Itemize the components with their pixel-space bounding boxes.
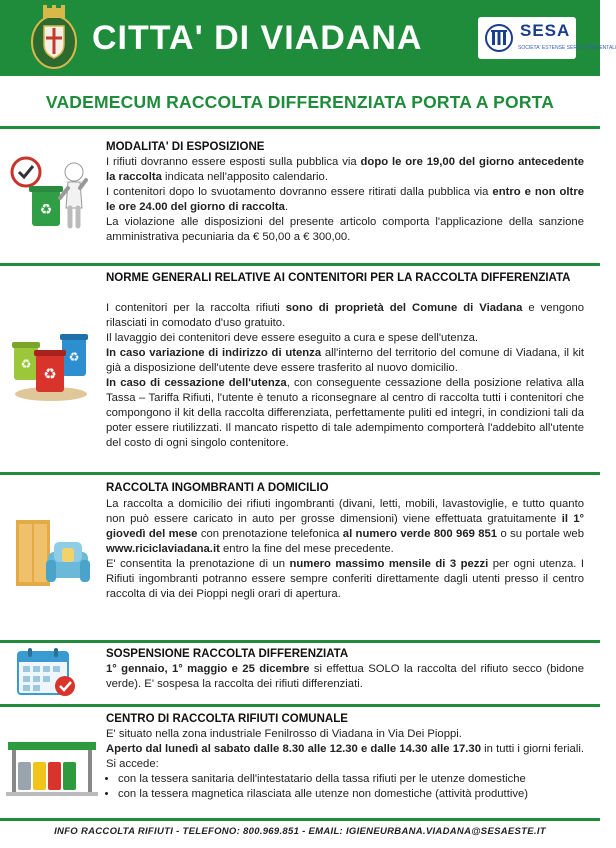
body-text: o su portale web [497,528,584,540]
section-paragraph [106,742,584,772]
section-body [106,727,584,802]
section-paragraph [106,497,584,557]
section-title: RACCOLTA INGOMBRANTI A DOMICILIO [106,482,329,494]
section-title: NORME GENERALI RELATIVE AI CONTENITORI PER LA RACCOLTA DIFFERENZIATA [106,272,571,284]
access-requirements-list [106,772,584,802]
body-text: in tutti i giorni feriali. Si accede: [106,743,584,770]
collection-center-icon [6,736,98,798]
svg-text:♻: ♻ [39,202,53,218]
svg-text:♻: ♻ [68,350,80,364]
section-title: MODALITA' DI ESPOSIZIONE [106,141,265,153]
city-crest-icon [28,4,80,72]
header-banner [0,0,616,76]
list-item: • con la tessera magnetica rilasciata alle utenze non domestiche (attività produttive) [118,787,584,802]
section-body [106,301,584,451]
body-text: La raccolta a domicilio dei rifiuti ingombranti (divani, letti, mobili, lavastoviglie, e tutto quanto non può essere caricato in auto per grosse dimensioni) viene effettuata gratuitamente [106,498,584,525]
section-paragraph [106,301,584,331]
emphasis-text: www.riciclaviadana.it [106,543,220,555]
section-divider [0,263,600,266]
emphasis-text: sono di proprietà del Comune di Viadana [285,302,523,314]
section-paragraph [106,155,584,185]
section-paragraph [106,346,584,376]
sesa-emblem-icon [484,23,514,53]
section-paragraph [106,215,584,245]
emphasis-text: In caso di cessazione dell'utenza [106,377,287,389]
emphasis-text: il 1° giovedì del mese [106,513,584,540]
section-divider [0,818,600,821]
sesa-logo-text: SESA [520,21,571,40]
body-text: E' situato nella zona industriale Fenilrosso di Viadana in Via Dei Pioppi. [106,728,462,740]
svg-text:♻: ♻ [43,365,57,383]
body-text: Il lavaggio dei contenitori deve essere eseguito a cura e spese dell'utenza. [106,332,479,344]
body-text: La violazione alle disposizioni del presente articolo comporta l'applicazione della sanzione amministrativa pecuniaria da € 50,00 a € 300,00. [106,216,584,243]
body-text: , con conseguente cessazione della posizione relativa alla Tassa – Tariffa Rifiuti, l'utente è tenuto a riconsegnare al centro di raccolta tutti i contenitori che compongono il kit della raccolta differenziata, perfettamente puliti ed integri, in condizioni tali da poter essere riutilizzati. Il mancato rispetto di tale adempimento comporterà l'addebito all'utente del costo di ogni singolo contenitore. [106,377,585,449]
footer-contact-info: INFO RACCOLTA RIFIUTI - TELEFONO: 800.969.851 - EMAIL: IGIENEURBANA.VIADANA@SESAESTE.IT [54,826,546,837]
section-title: CENTRO DI RACCOLTA RIFIUTI COMUNALE [106,713,348,725]
emphasis-text: dopo le ore 19,00 del giorno antecedente la raccolta [106,156,584,183]
emphasis-text: numero massimo mensile di 3 pezzi [289,558,489,570]
section-paragraph [106,185,584,215]
sesa-logo-subtext: SOCIETA' ESTENSE SERVIZI AMBIENTALI [518,45,616,51]
recycling-worker-icon [10,148,94,234]
body-text: I contenitori per la raccolta rifiuti [106,302,286,314]
body-text: e vengono rilasciati in comodato d'uso gratuito. [106,302,585,329]
body-text: I rifiuti dovranno essere esposti sulla pubblica via [106,156,361,168]
section-title: SOSPENSIONE RACCOLTA DIFFERENZIATA [106,648,349,660]
section-paragraph [106,557,584,602]
section-body [106,662,584,692]
svg-text:♻: ♻ [20,357,32,371]
document-subtitle: VADEMECUM RACCOLTA DIFFERENZIATA PORTA A PORTA [45,92,555,112]
section-body [106,155,584,245]
section-divider [0,472,600,475]
recycle-bins-icon [8,328,94,404]
body-text: entro la fine del mese precedente. [219,543,394,555]
body-text: si effettua SOLO la raccolta del rifiuto secco (bidone verde). E' sospesa la raccolta dei rifiuti differenziati. [106,663,584,690]
emphasis-text: 1° gennaio, 1° maggio e 25 dicembre [106,663,310,675]
emphasis-text: al numero verde 800 969 851 [342,528,498,540]
body-text: per ogni utenza. I Rifiuti ingombranti potranno essere sempre conferiti direttamente dagli utenti presso il centro raccolta di via dei Pioppi negli orari di apertura. [106,558,585,600]
emphasis-text: In caso variazione di indirizzo di utenza [106,347,322,359]
section-body [106,497,584,602]
section-paragraph [106,376,584,451]
body-text: I contenitori dopo lo svuotamento dovranno essere ritirati dalla pubblica via [106,186,493,198]
section-divider [0,704,600,707]
section-divider [0,126,600,129]
emphasis-text: Aperto dal lunedì al sabato dalle 8.30 alle 12.30 e dalle 14.30 alle 17.30 [106,743,481,755]
sesa-logo [478,17,616,59]
body-text: con prenotazione telefonica [197,528,343,540]
section-divider [0,640,600,643]
section-paragraph [106,662,584,692]
body-text: all'interno del territorio del comune di Viadana, il kit già a disposizione dell'utente deve essere trasferito al nuovo domicilio. [106,347,585,374]
emphasis-text: entro e non oltre le ore 24.00 del giorno di raccolta [106,186,584,213]
list-item: • con la tessera sanitaria dell'intestatario della tassa rifiuti per le utenze domestiche [118,772,584,787]
furniture-icon [10,516,94,590]
body-text: . [284,201,289,213]
body-text: indicata nell'apposito calendario. [161,171,328,183]
section-paragraph [106,727,584,742]
calendar-check-icon [16,646,78,698]
section-paragraph [106,331,584,346]
body-text: E' consentita la prenotazione di un [106,558,290,570]
page-title: CITTA' DI VIADANA [92,19,423,57]
